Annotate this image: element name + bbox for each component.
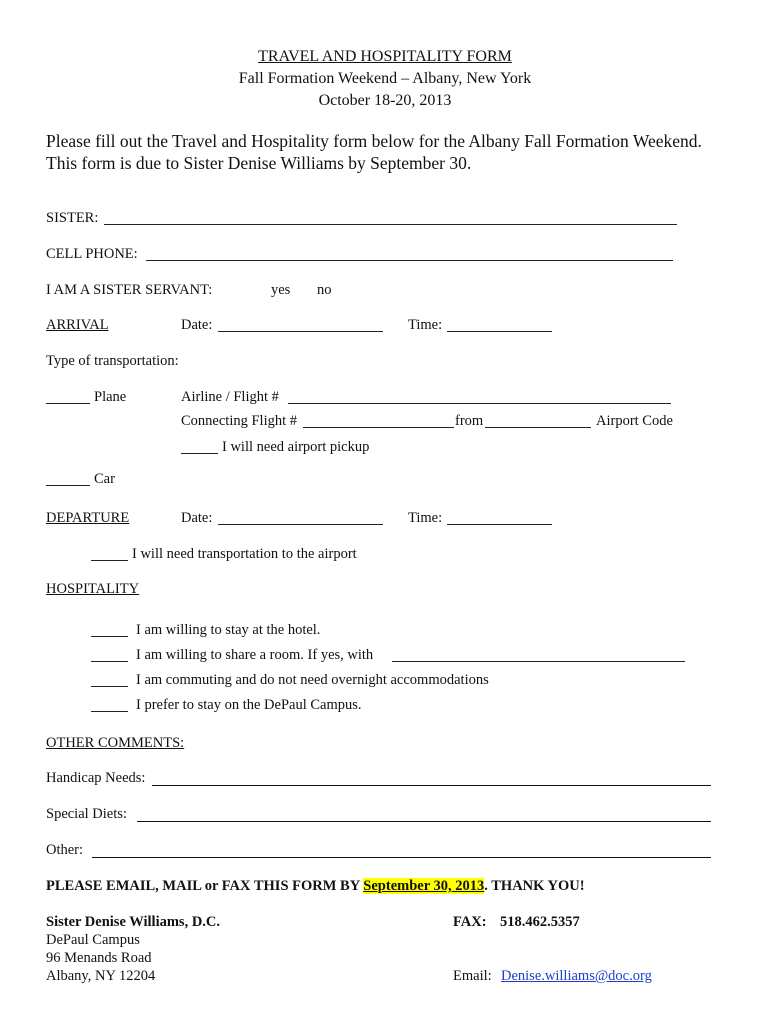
contact-name: Sister Denise Williams, D.C. <box>46 914 221 930</box>
car-check-line[interactable] <box>46 485 90 486</box>
departure-time-input-line[interactable] <box>447 524 552 525</box>
special-diets-label: Special Diets: <box>46 806 127 822</box>
sister-label: SISTER: <box>46 210 99 226</box>
hospitality-option-hotel: I am willing to stay at the hotel. <box>136 622 321 638</box>
airport-code-label: Airport Code <box>596 413 673 429</box>
airline-label: Airline / Flight # <box>181 389 279 405</box>
departure-date-input-line[interactable] <box>218 524 383 525</box>
arrival-date-input-line[interactable] <box>218 331 383 332</box>
airport-transport-check-line[interactable] <box>91 560 128 561</box>
special-diets-input-line[interactable] <box>137 821 711 822</box>
hospitality-option-depaul: I prefer to stay on the DePaul Campus. <box>136 697 362 713</box>
arrival-date-label: Date: <box>181 317 213 333</box>
car-label: Car <box>94 471 115 487</box>
commuting-check-line[interactable] <box>91 686 128 687</box>
handicap-input-line[interactable] <box>152 785 711 786</box>
arrival-time-input-line[interactable] <box>447 331 552 332</box>
airport-code-input-line[interactable] <box>485 427 591 428</box>
address-line-3: Albany, NY 12204 <box>46 968 156 984</box>
fax-label: FAX: <box>453 914 487 930</box>
email-label: Email: <box>453 968 492 984</box>
hospitality-option-commuting: I am commuting and do not need overnight accommodations <box>136 672 489 688</box>
departure-heading: DEPARTURE <box>46 510 130 526</box>
hotel-check-line[interactable] <box>91 636 128 637</box>
submission-notice <box>46 878 585 895</box>
handicap-label: Handicap Needs: <box>46 770 146 786</box>
intro-line-1: Please fill out the Travel and Hospitality form below for the Albany Fall Formation Weekend. <box>46 131 702 151</box>
airline-input-line[interactable] <box>288 403 671 404</box>
arrival-time-label: Time: <box>408 317 443 333</box>
event-dates: October 18-20, 2013 <box>318 92 452 109</box>
share-room-check-line[interactable] <box>91 661 128 662</box>
sister-input-line[interactable] <box>104 224 677 225</box>
other-label: Other: <box>46 842 84 858</box>
departure-date-label: Date: <box>181 510 213 526</box>
intro-line-2: This form is due to Sister Denise Williams by September 30. <box>46 153 472 173</box>
form-subtitle: Fall Formation Weekend – Albany, New York <box>238 70 532 87</box>
departure-time-label: Time: <box>408 510 443 526</box>
address-line-2: 96 Menands Road <box>46 950 152 966</box>
other-input-line[interactable] <box>92 857 711 858</box>
sister-servant-label: I AM A SISTER SERVANT: <box>46 282 213 298</box>
plane-label: Plane <box>94 389 127 405</box>
airport-transport-label: I will need transportation to the airport <box>132 546 357 562</box>
cell-phone-label: CELL PHONE: <box>46 246 138 262</box>
form-title: TRAVEL AND HOSPITALITY FORM <box>258 48 512 65</box>
pickup-check-line[interactable] <box>181 453 218 454</box>
hospitality-heading: HOSPITALITY <box>46 581 140 597</box>
arrival-heading: ARRIVAL <box>46 317 109 333</box>
address-line-1: DePaul Campus <box>46 932 140 948</box>
pickup-label: I will need airport pickup <box>222 439 370 455</box>
hospitality-option-share-room: I am willing to share a room. If yes, with <box>136 647 374 663</box>
sister-servant-no[interactable]: no <box>317 282 332 298</box>
notice-deadline: September 30, 2013 <box>363 878 485 894</box>
depaul-check-line[interactable] <box>91 711 128 712</box>
plane-check-line[interactable] <box>46 403 90 404</box>
other-comments-heading: OTHER COMMENTS: <box>46 735 185 751</box>
from-label: from <box>455 413 484 429</box>
notice-prefix: PLEASE EMAIL, MAIL or FAX THIS FORM BY <box>46 878 364 894</box>
notice-suffix: . THANK YOU! <box>484 878 585 894</box>
connecting-flight-label: Connecting Flight # <box>181 413 297 429</box>
sister-servant-yes[interactable]: yes <box>271 282 291 298</box>
connecting-flight-input-line[interactable] <box>303 427 454 428</box>
email-link[interactable]: Denise.williams@doc.org <box>501 968 652 984</box>
transport-type-label: Type of transportation: <box>46 353 179 369</box>
cell-phone-input-line[interactable] <box>146 260 673 261</box>
fax-number: 518.462.5357 <box>500 914 580 930</box>
roommate-input-line[interactable] <box>392 661 685 662</box>
